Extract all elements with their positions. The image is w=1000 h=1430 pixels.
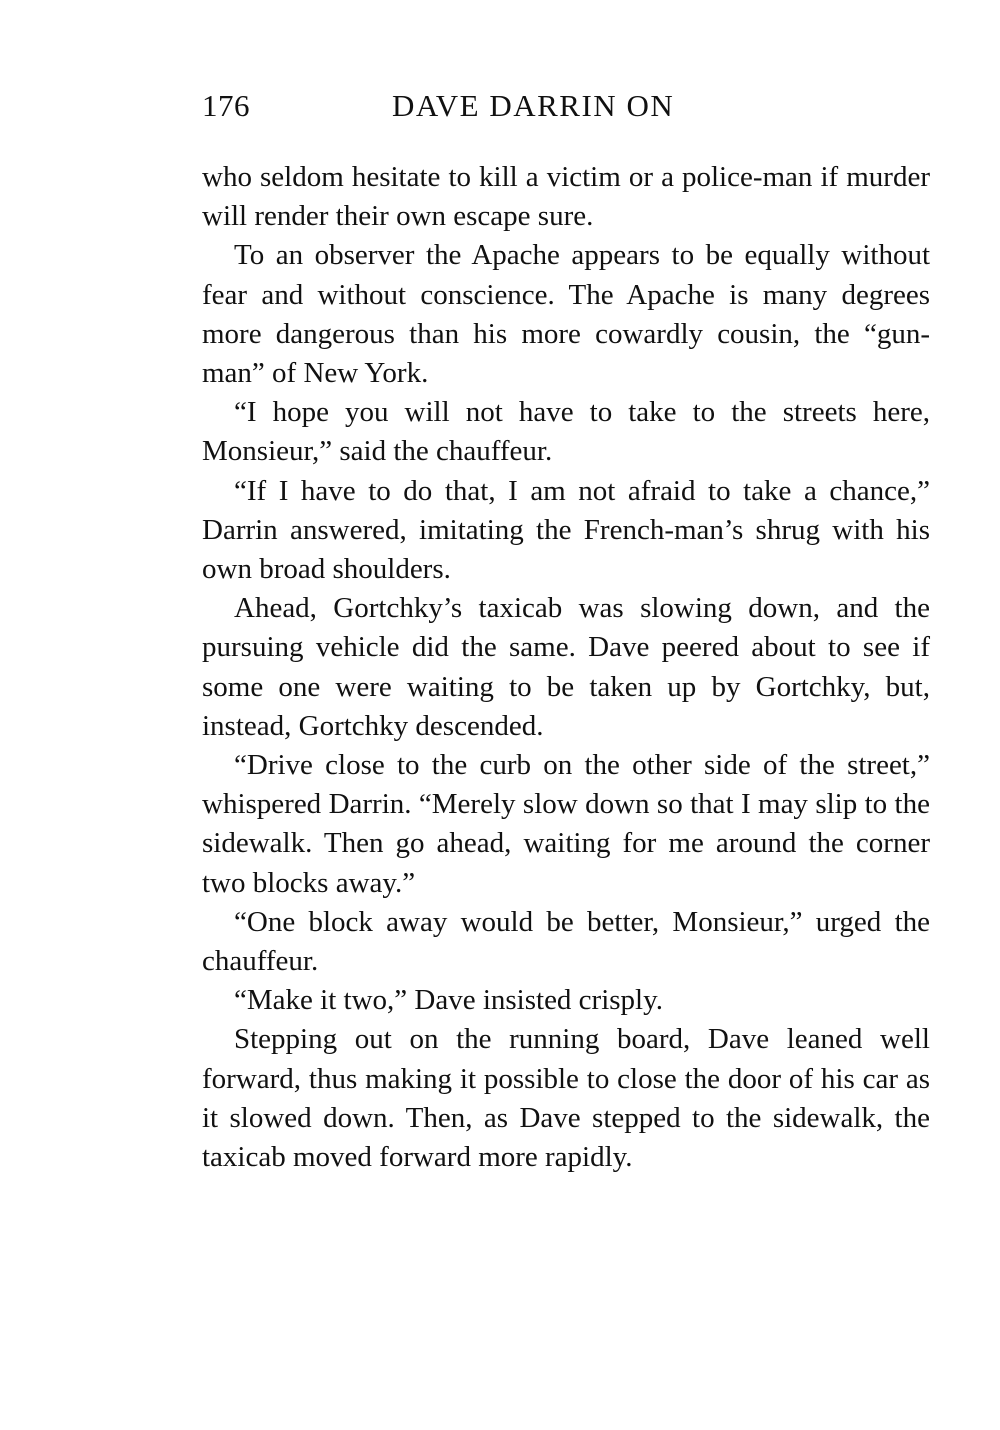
paragraph: “One block away would be better, Monsieur,” urged the chauffeur. <box>202 905 930 978</box>
paragraph: “If I have to do that, I am not afraid to take a chance,” Darrin answered, imitating the French-man’s shrug with his own broad shoulders. <box>202 474 930 586</box>
paragraph: To an observer the Apache appears to be equally without fear and without conscience. The Apache is many degrees more dangerous than his more cowardly cousin, the “gun-man” of New York. <box>202 239 930 390</box>
running-title: DAVE DARRIN ON <box>392 88 675 123</box>
running-head <box>202 84 930 128</box>
paragraph-continued: who seldom hesitate to kill a victim or a police-man if murder will render their own escape sure. <box>202 161 930 233</box>
paragraph: “Make it two,” Dave insisted crisply. <box>234 984 663 1017</box>
paragraph: “Drive close to the curb on the other side of the street,” whispered Darrin. “Merely slow down so that I may slip to the sidewalk. Then go ahead, waiting for me around the corner two blocks away.” <box>202 749 930 899</box>
body-text <box>202 158 930 1177</box>
paragraph: Stepping out on the running board, Dave leaned well forward, thus making it possible to close the door of his car as it slowed down. Then, as Dave stepped to the sidewalk, the taxicab moved forward more rapidly. <box>202 1023 930 1174</box>
paragraph: Ahead, Gortchky’s taxicab was slowing down, and the pursuing vehicle did the same. Dave peered about to see if some one were waiting to be taken up by Gortchky, but, instead, Gortchky descended. <box>202 592 930 742</box>
page-number: 176 <box>202 88 250 123</box>
paragraph: “I hope you will not have to take to the streets here, Monsieur,” said the chauffeur. <box>202 396 930 468</box>
